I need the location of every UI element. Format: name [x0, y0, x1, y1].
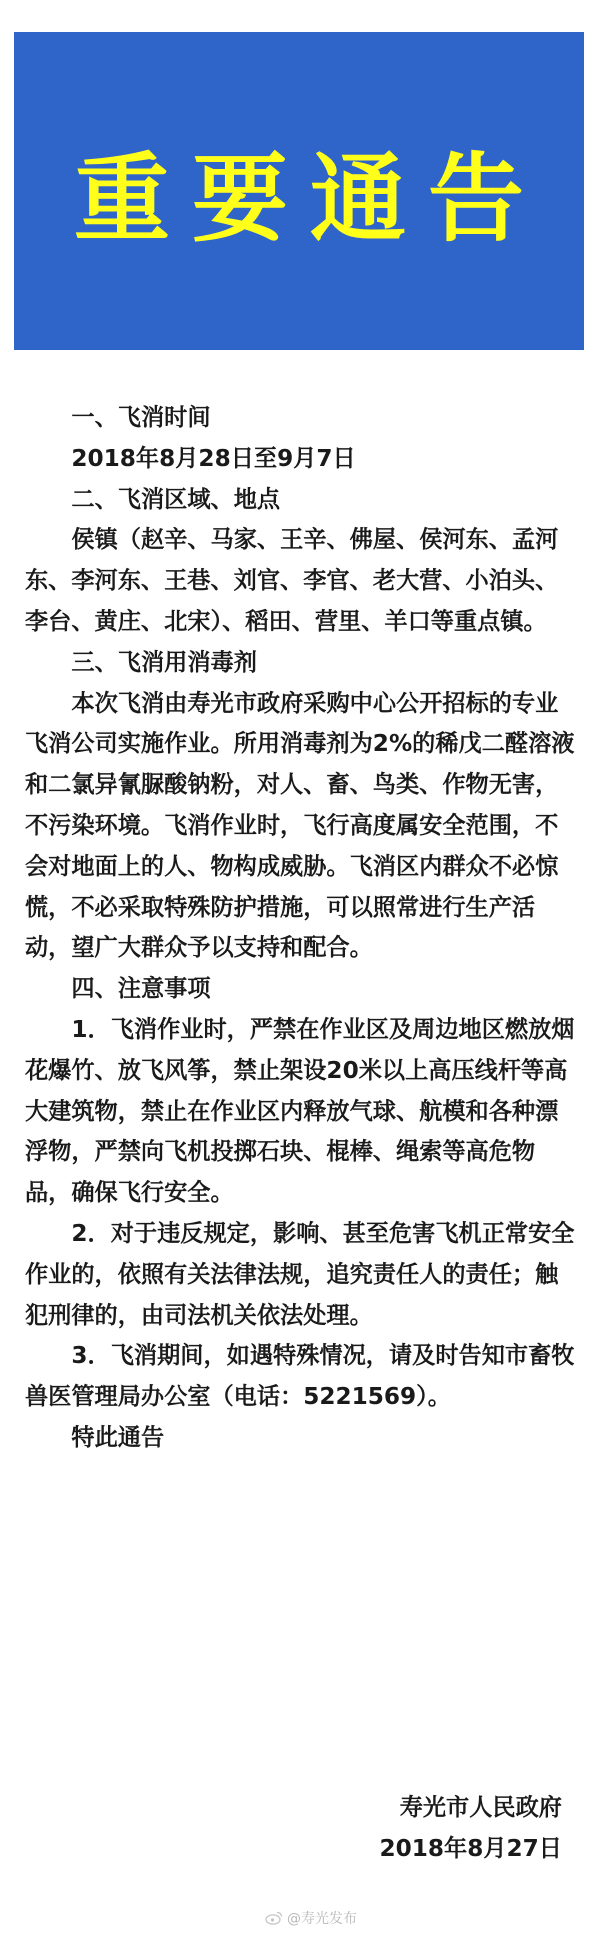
watermark: [265, 1908, 357, 1928]
notice-title: 重要通告: [74, 142, 546, 255]
paragraph-disinfectant: 本次飞消由寿光市政府采购中心公开招标的专业飞消公司实施作业。所用消毒剂为2%的稀戊二醛溶液和二氯异氰脲酸钠粉，对人、畜、鸟类、作物无害，不污染环境。飞消作业时，飞行高度属安全范围，不会对地面上的人、物构成威胁。飞消区内群众不必惊慌，不必采取特殊防护措施，可以照常进行生产活动，望广大群众予以支持和配合。: [25, 689, 575, 962]
signature-block: [380, 1788, 563, 1870]
weibo-icon: [265, 1911, 283, 1925]
notice-body: [25, 398, 575, 1459]
paragraph-note-1: 1．飞消作业时，严禁在作业区及周边地区燃放烟花爆竹、放飞风筝，禁止架设20米以上高压线杆等高大建筑物，禁止在作业区内释放气球、航模和各种漂浮物，严禁向飞机投掷石块、棍棒、绳索等高危物品，确保飞行安全。: [25, 1015, 575, 1207]
closing-line: 特此通告: [71, 1423, 165, 1451]
issue-date: 2018年8月27日: [379, 1834, 562, 1862]
section-heading-time: 一、飞消时间: [71, 404, 211, 431]
notice-banner: [14, 32, 584, 350]
section-heading-notes: 四、注意事项: [71, 975, 211, 1003]
paragraph-note-3: 3．飞消期间，如遇特殊情况，请及时告知市畜牧兽医管理局办公室（电话：5221569）。: [25, 1342, 575, 1411]
paragraph-note-2: 2．对于违反规定，影响、甚至危害飞机正常安全作业的，依照有关法律法规，追究责任人的责任；触犯刑律的，由司法机关依法处理。: [25, 1219, 575, 1329]
watermark-text: @寿光发布: [287, 1911, 357, 1927]
issuing-organization: 寿光市人民政府: [399, 1794, 562, 1821]
section-heading-area: 二、飞消区域、地点: [71, 485, 281, 513]
paragraph-area: 侯镇（赵辛、马家、王辛、佛屋、侯河东、孟河东、李河东、王巷、刘官、李官、老大营、小泊头、李台、黄庄、北宋）、稻田、营里、羊口等重点镇。: [25, 526, 559, 635]
section-heading-disinfectant: 三、飞消用消毒剂: [71, 648, 257, 676]
paragraph-time: 2018年8月28日至9月7日: [71, 444, 356, 472]
